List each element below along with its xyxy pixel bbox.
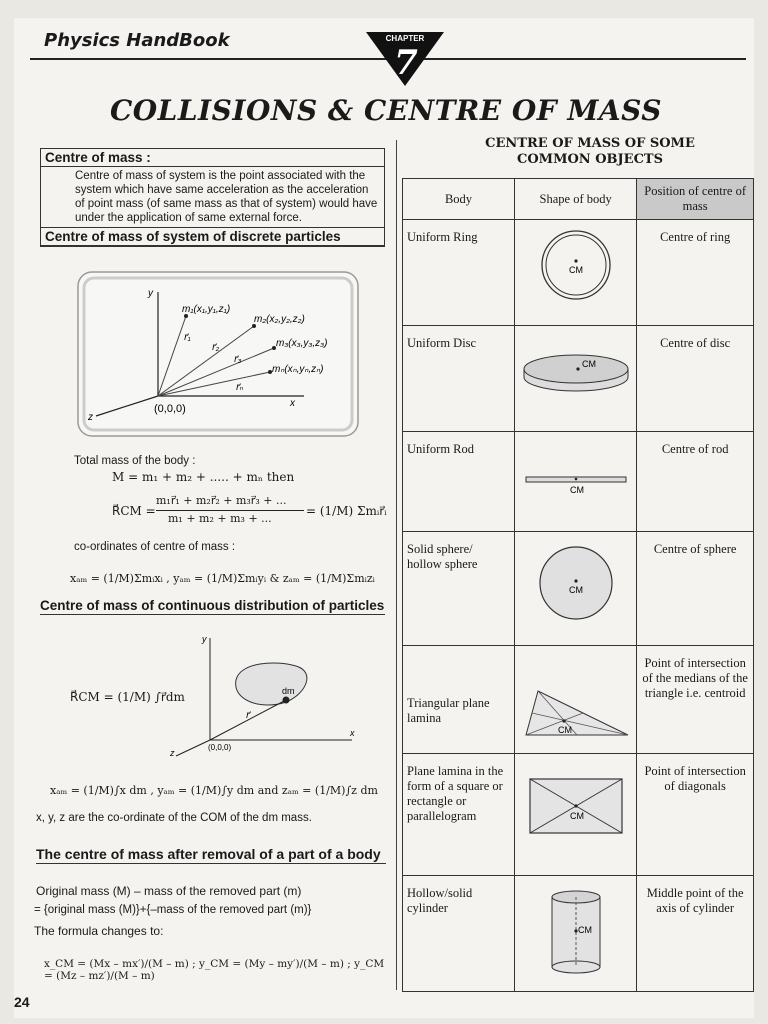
page-number: 24 <box>14 994 30 1010</box>
rcm-rhs: = (1/M) Σmᵢr⃗ᵢ <box>306 504 387 518</box>
body-name: Triangular plane lamina <box>403 646 515 754</box>
position-text: Centre of rod <box>637 432 754 532</box>
continuous-rcm-equation: R⃗CM = (1/M) ∫r⃗dm <box>70 690 185 704</box>
svg-text:CM: CM <box>568 265 583 275</box>
table-heading: CENTRE OF MASS OF SOME COMMON OBJECTS <box>485 136 695 167</box>
shape-cell <box>514 432 636 532</box>
shape-cell <box>514 532 636 646</box>
svg-text:z: z <box>88 412 93 423</box>
definition-text: Centre of mass of system is the point associated with the system which have same acceleration as the acceleration of point mass (of same mass as that of system) would have under the application of same external force. <box>75 170 378 224</box>
svg-text:(0,0,0): (0,0,0) <box>208 743 232 752</box>
total-mass-equation: M = m₁ + m₂ + ..... + mₙ then <box>112 470 295 484</box>
total-mass-label: Total mass of the body : <box>74 455 196 467</box>
chapter-badge <box>366 30 444 86</box>
table-row <box>403 220 754 326</box>
svg-text:CM: CM <box>577 925 592 935</box>
centre-of-mass-box <box>40 148 385 247</box>
position-text: Centre of ring <box>637 220 754 326</box>
svg-text:m₂(x₂,y₂,z₂): m₂(x₂,y₂,z₂) <box>254 314 305 325</box>
chapter-label: CHAPTER <box>385 34 425 43</box>
position-text: Middle point of the axis of cylinder <box>637 876 754 992</box>
coordinates-equation: xₐₘ = (1/M)Σmᵢxᵢ , yₐₘ = (1/M)Σmᵢyᵢ & zₐₘ = (1/M)Σmᵢzᵢ <box>70 572 375 585</box>
position-text: Point of intersection of the medians of the triangle i.e. centroid <box>637 646 754 754</box>
svg-text:r⃗: r⃗ <box>246 710 250 720</box>
svg-text:x: x <box>350 728 355 738</box>
svg-text:CM: CM <box>581 359 596 369</box>
table-row <box>403 646 754 754</box>
shape-cell <box>514 326 636 432</box>
coordinates-label: co-ordinates of centre of mass : <box>74 541 236 553</box>
table-row <box>403 532 754 646</box>
shape-cell <box>514 876 636 992</box>
column-header-body: Body <box>403 179 515 220</box>
table-row <box>403 754 754 876</box>
svg-text:r⃗ₙ: r⃗ₙ <box>236 382 244 392</box>
svg-text:CM: CM <box>557 725 572 735</box>
position-text: Centre of disc <box>637 326 754 432</box>
removal-line-3: The formula changes to: <box>34 924 164 938</box>
table-row <box>403 432 754 532</box>
svg-text:(0,0,0): (0,0,0) <box>154 403 186 415</box>
removal-line-1: Original mass (M) – mass of the removed part (m) <box>36 884 302 898</box>
svg-text:r⃗₃: r⃗₃ <box>234 354 242 364</box>
rod-icon <box>518 433 634 523</box>
book-title: Physics HandBook <box>44 30 230 51</box>
rcm-numerator: m₁r⃗₁ + m₂r⃗₂ + m₃r⃗₃ + ... <box>156 494 287 507</box>
svg-text:CM: CM <box>568 585 583 595</box>
continuous-distribution-figure <box>166 632 366 758</box>
body-name: Uniform Disc <box>403 326 515 432</box>
svg-text:y: y <box>148 288 153 299</box>
body-name: Plane lamina in the form of a square or rectangle or parallelogram <box>403 754 515 876</box>
page-title: COLLISIONS & CENTRE OF MASS <box>110 94 662 127</box>
body-name: Uniform Ring <box>403 220 515 326</box>
svg-text:r⃗₁: r⃗₁ <box>184 332 191 342</box>
column-divider <box>396 140 397 990</box>
section-heading-discrete: Centre of mass of system of discrete particles <box>41 227 384 246</box>
discrete-particles-figure <box>74 268 364 440</box>
left-column <box>40 148 385 247</box>
body-name: Hollow/solid cylinder <box>403 876 515 992</box>
svg-text:r⃗₂: r⃗₂ <box>212 342 220 352</box>
section-heading-continuous: Centre of mass of continuous distribution of particles <box>40 598 385 613</box>
svg-text:m₁(x₁,y₁,z₁): m₁(x₁,y₁,z₁) <box>182 304 231 315</box>
sphere-icon <box>521 533 631 633</box>
svg-text:m₃(x₃,y₃,z₃): m₃(x₃,y₃,z₃) <box>276 338 328 349</box>
removal-line-2: = {original mass (M)}+{–mass of the removed part (m)} <box>34 904 312 916</box>
column-header-position: Position of centre of mass <box>637 179 754 220</box>
chapter-number: 7 <box>394 43 418 83</box>
shape-cell <box>514 220 636 326</box>
rcm-fraction-bar <box>156 510 304 511</box>
svg-text:z: z <box>170 748 175 758</box>
position-text: Centre of sphere <box>637 532 754 646</box>
section-heading-removal: The centre of mass after removal of a part of a body <box>36 846 386 864</box>
common-objects-table <box>402 178 754 992</box>
svg-text:mₙ(xₙ,yₙ,zₙ): mₙ(xₙ,yₙ,zₙ) <box>272 364 324 375</box>
rcm-denominator: m₁ + m₂ + m₃ + ... <box>168 512 272 525</box>
svg-text:CM: CM <box>569 485 584 495</box>
table-header-row <box>403 179 754 220</box>
table-row <box>403 326 754 432</box>
removal-equation: x_CM = (Mx – mx′)/(M – m) ; y_CM = (My – my′)/(M – m) ; y_CM = (Mz – mz′)/(M – m) <box>44 958 385 982</box>
rcm-lhs: R⃗CM = <box>112 504 156 518</box>
column-header-shape: Shape of body <box>514 179 636 220</box>
svg-text:dm: dm <box>282 686 295 696</box>
svg-text:y: y <box>202 634 207 644</box>
shape-cell <box>514 754 636 876</box>
body-name: Uniform Rod <box>403 432 515 532</box>
rectangle-icon <box>518 755 634 855</box>
triangle-icon <box>518 647 634 747</box>
body-name: Solid sphere/ hollow sphere <box>403 532 515 646</box>
table-row <box>403 876 754 992</box>
svg-text:CM: CM <box>569 811 584 821</box>
shape-cell <box>514 646 636 754</box>
svg-text:x: x <box>290 398 295 409</box>
position-text: Point of intersection of diagonals <box>637 754 754 876</box>
ring-icon <box>521 221 631 317</box>
section-heading-centre-of-mass: Centre of mass : <box>41 149 384 167</box>
continuous-note: x, y, z are the co-ordinate of the COM of the dm mass. <box>36 812 312 824</box>
disc-icon <box>518 327 634 423</box>
continuous-coordinates-equation: xₐₘ = (1/M)∫x dm , yₐₘ = (1/M)∫y dm and zₐₘ = (1/M)∫z dm <box>50 784 378 797</box>
cylinder-icon <box>518 877 634 987</box>
